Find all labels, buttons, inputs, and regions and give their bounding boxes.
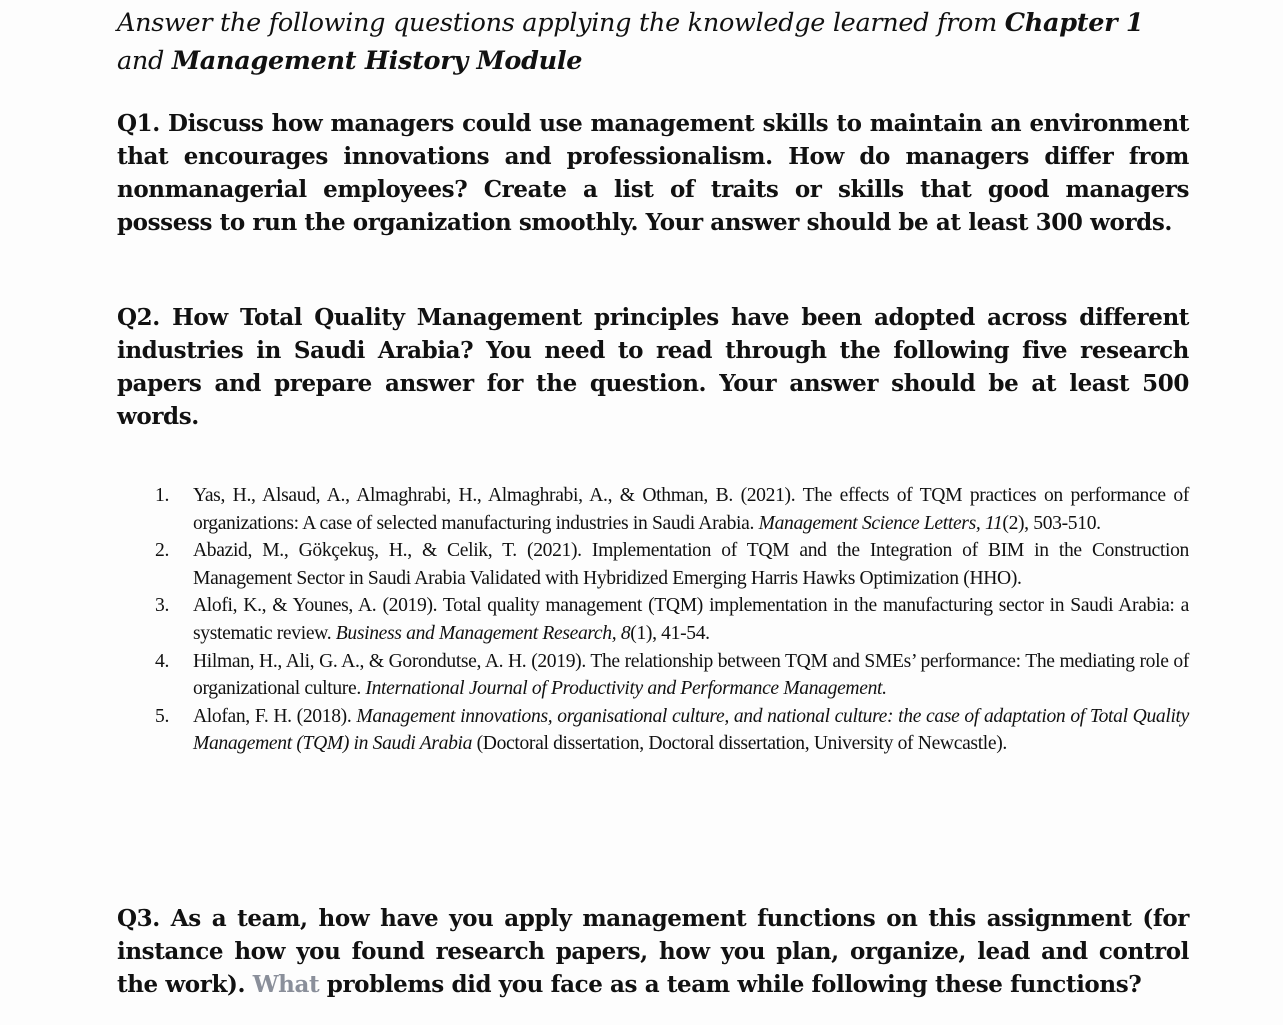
reference-number: 3. <box>155 595 169 617</box>
reference-pages: (2), 503-510. <box>1002 512 1101 534</box>
intro-and: and <box>117 46 172 76</box>
reference-item <box>152 592 1189 647</box>
reference-number: 1. <box>155 485 169 506</box>
reference-title: Management innovations, organisational culture, and national culture: the case of adaptation of Total Quality Management (TQM) in Saudi Arabia <box>193 705 1189 755</box>
reference-item <box>152 537 1189 592</box>
question-3 <box>117 902 1189 1001</box>
reference-text: Abazid, M., Gökçekuş, H., & Celik, T. (2021). Implementation of TQM and the Integration of BIM in the Construction Management Sector in Saudi Arabia Validated with Hybridized Emerging Harris Hawks Optimization (HHO). <box>193 540 1189 589</box>
question-1: Q1. Discuss how managers could use management skills to maintain an environment that encourages innovations and professionalism. How do managers differ from nonmanagerial employees? Create a list of traits or skills that good managers possess to run the organization smoothly. Your answer should be at least 300 words. <box>117 110 1189 236</box>
reference-item <box>152 703 1189 758</box>
reference-item <box>152 648 1189 703</box>
reference-source: (Doctoral dissertation, Doctoral dissertation, University of Newcastle). <box>472 733 1007 755</box>
intro-text: Answer the following questions applying the knowledge learned from <box>117 8 1005 38</box>
reference-journal: Management Science Letters, 11 <box>758 512 1003 534</box>
question-2: Q2. How Total Quality Management principles have been adopted across different industries in Saudi Arabia? You need to read through the following five research papers and prepare answer for the question. Your answer should be at least 500 words. <box>117 304 1189 430</box>
intro-module: Management History Module <box>171 46 583 76</box>
reference-journal: International Journal of Productivity and Performance Management. <box>365 678 887 700</box>
reference-number: 5. <box>155 705 169 727</box>
reference-list <box>152 482 1189 758</box>
reference-text: Alofi, K., & Younes, A. (2019). Total quality management (TQM) implementation in the manufacturing sector in Saudi Arabia: a systematic review. <box>193 595 1189 644</box>
question-3-faded-word: What <box>252 971 320 998</box>
reference-number: 4. <box>155 650 169 672</box>
intro-chapter: Chapter 1 <box>1004 8 1144 38</box>
reference-text: Hilman, H., Ali, G. A., & Gorondutse, A. H. (2019). The relationship between TQM and SMEs’ performance: The mediating role of organizational culture. <box>193 650 1189 700</box>
reference-pages: (1), 41-54. <box>630 622 710 644</box>
question-3-text: Q3. As a team, how have you apply management functions on this assignment (for instance how you found research papers, how you plan, organize, lead and control the work). <box>117 905 1189 998</box>
reference-text: Alofan, F. H. (2018). <box>193 705 357 727</box>
question-3-end: problems did you face as a team while following these functions? <box>319 971 1142 998</box>
reference-journal: Business and Management Research, 8 <box>335 622 631 644</box>
reference-item <box>152 482 1189 537</box>
reference-text: Yas, H., Alsaud, A., Almaghrabi, H., Almaghrabi, A., & Othman, B. (2021). The effects of TQM practices on performance of organizations: A case of selected manufacturing industries in Saudi Arabia. <box>193 485 1189 534</box>
assignment-instructions <box>117 4 1197 80</box>
reference-number: 2. <box>155 540 169 562</box>
